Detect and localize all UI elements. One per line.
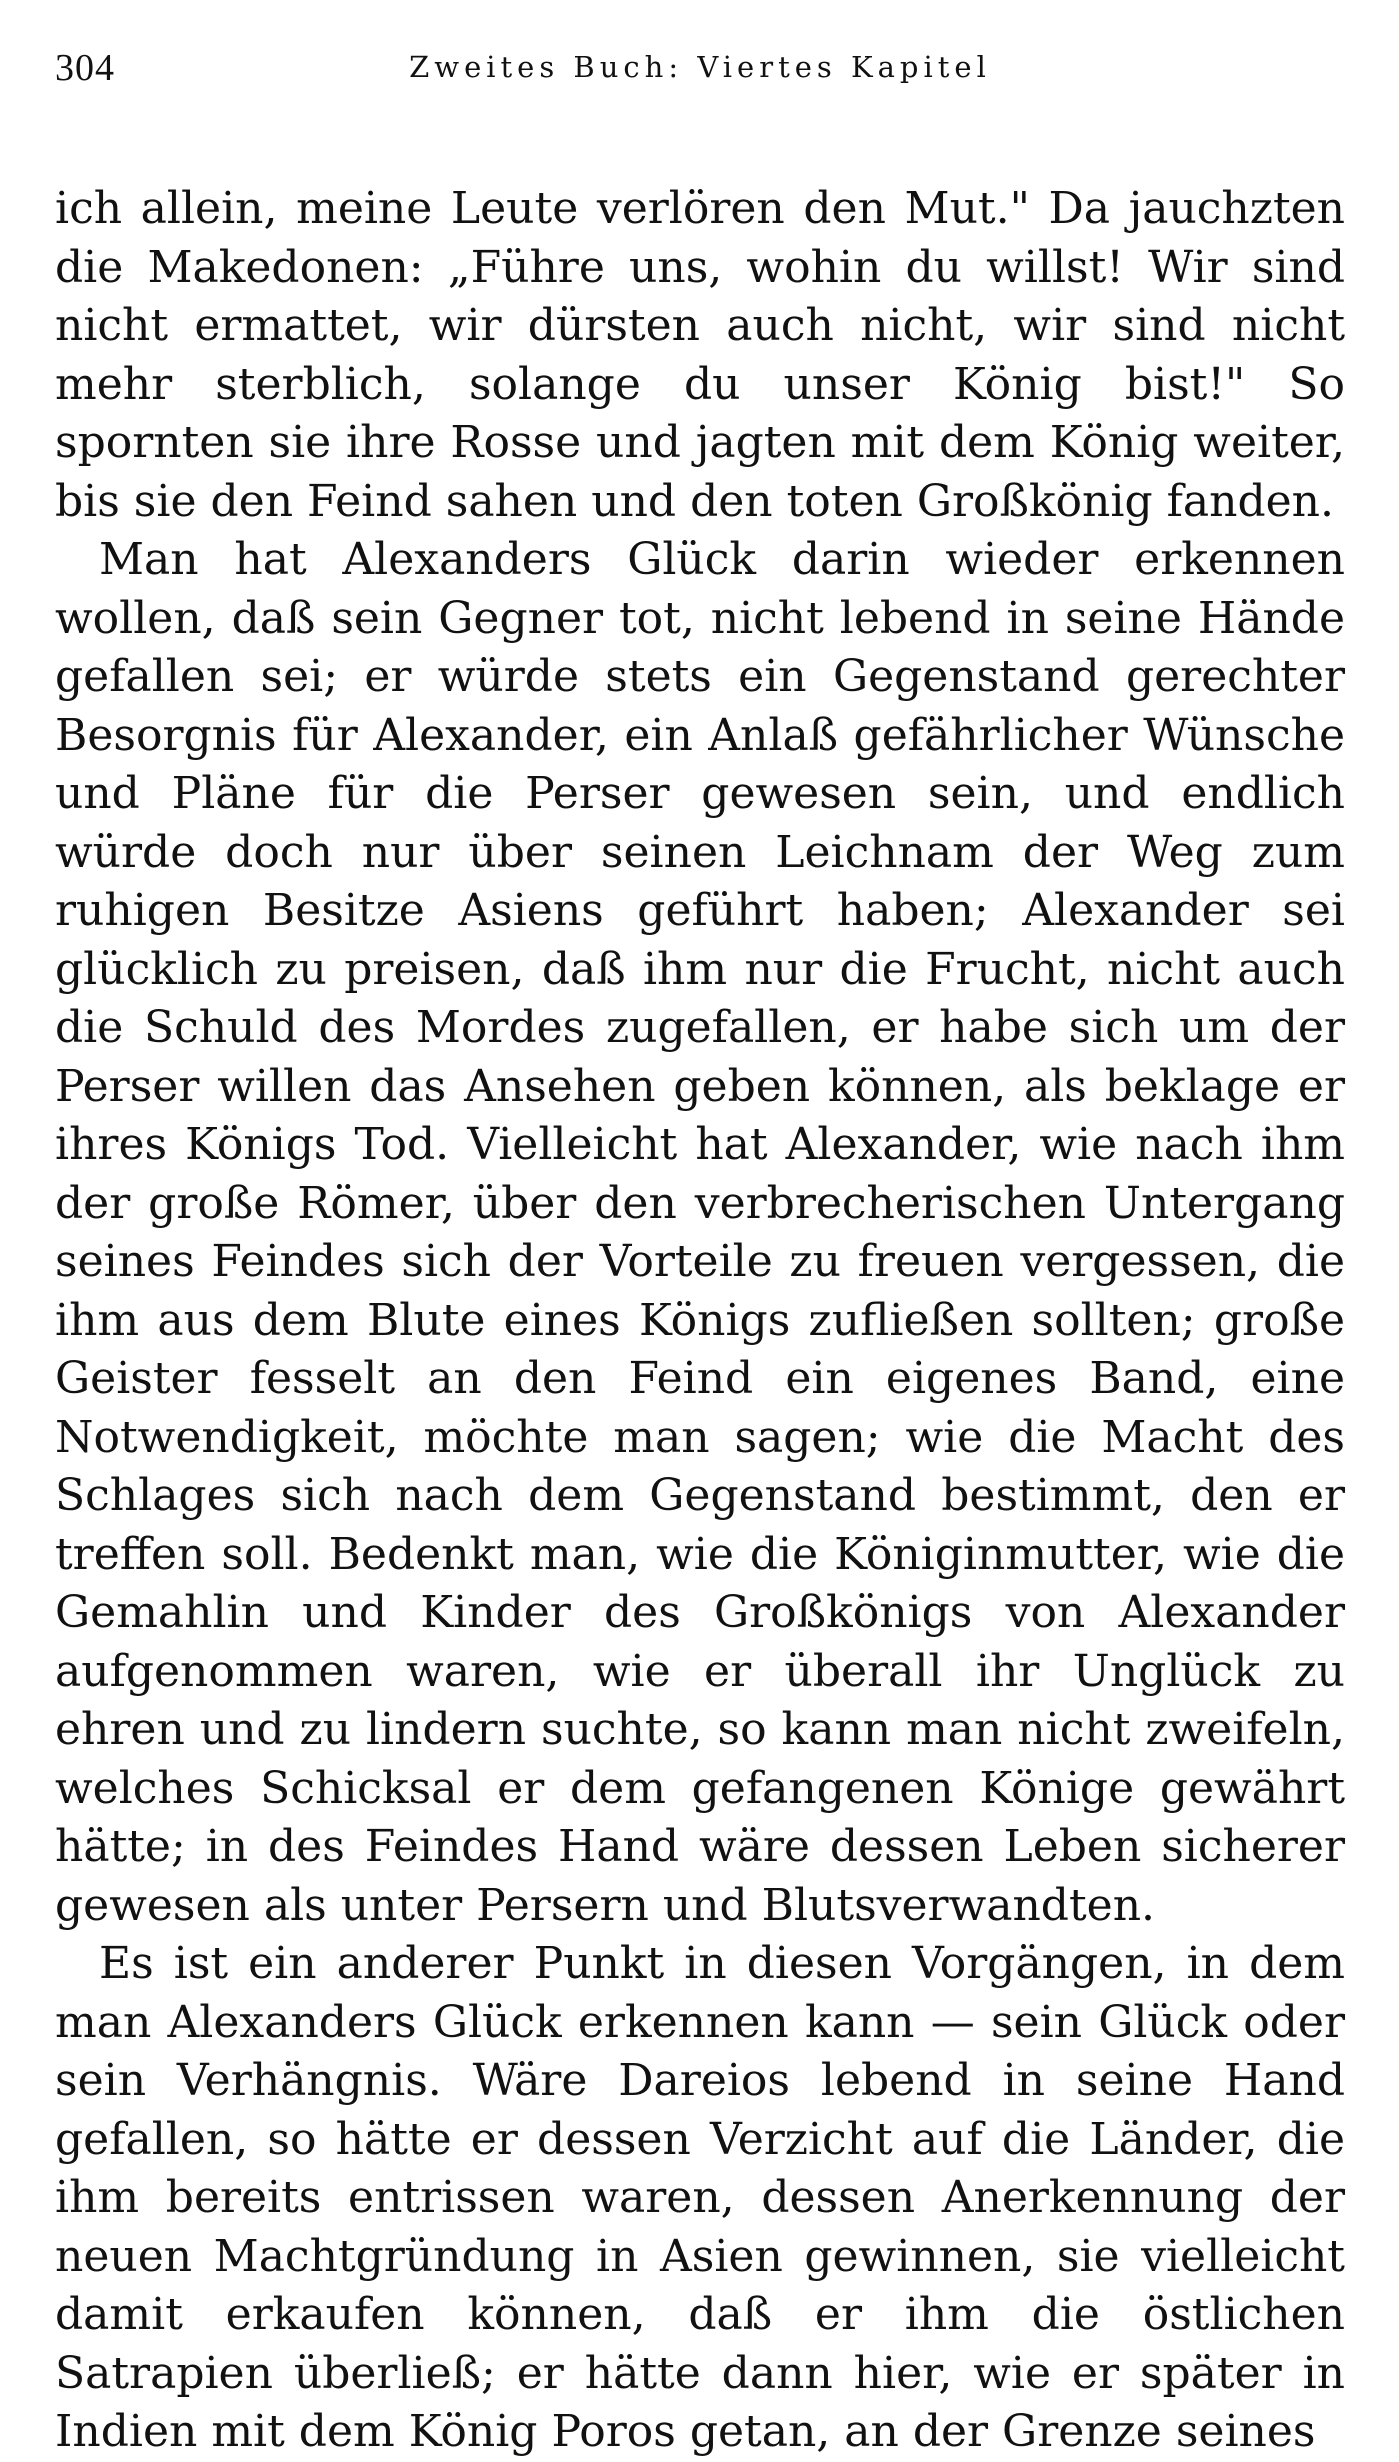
book-page <box>55 40 1345 2457</box>
body-text <box>55 180 1345 2462</box>
page-header <box>55 40 1345 110</box>
paragraph: Man hat Alexanders Glück darin wieder erkennen wollen, daß sein Gegner tot, nicht lebend in seine Hände gefallen sei; er würde stets ein Gegenstand gerechter Besorgnis für Alexander, ein Anlaß gefährlicher Wünsche und Pläne für die Perser gewesen sein, und endlich würde doch nur über seinen Leichnam der Weg zum ruhigen Besitze Asiens geführt haben; Alexander sei glücklich zu preisen, daß ihm nur die Frucht, nicht auch die Schuld des Mordes zugefallen, er habe sich um der Perser willen das Ansehen geben können, als beklage er ihres Königs Tod. Vielleicht hat Alexander, wie nach ihm der große Römer, über den verbrecherischen Untergang seines Feindes sich der Vorteile zu freuen vergessen, die ihm aus dem Blute eines Königs zufließen sollten; große Geister fesselt an den Feind ein eigenes Band, eine Notwendigkeit, möchte man sagen; wie die Macht des Schlages sich nach dem Gegenstand bestimmt, den er treffen soll. Bedenkt man, wie die Königinmutter, wie die Gemahlin und Kinder des Großkönigs von Alexander aufgenommen waren, wie er überall ihr Unglück zu ehren und zu lindern suchte, so kann man nicht zweifeln, welches Schicksal er dem gefangenen Könige gewährt hätte; in des Feindes Hand wäre dessen Leben sicherer gewesen als unter Persern und Blutsverwandten. <box>55 534 1345 1931</box>
running-head: Zweites Buch: Viertes Kapitel <box>409 50 991 84</box>
paragraph: Es ist ein anderer Punkt in diesen Vorgängen, in dem man Alexanders Glück erkennen kann — sein Glück oder sein Verhängnis. Wäre Dareios lebend in seine Hand gefallen, so hätte er dessen Verzicht auf die Länder, die ihm bereits entrissen waren, dessen Anerkennung der neuen Machtgründung in Asien gewinnen, sie vielleicht damit erkaufen können, daß er ihm die östlichen Satrapien überließ; er hätte dann hier, wie er später in Indien mit dem König Poros getan, an der Grenze seines <box>55 1938 1345 2457</box>
paragraph-continuation: ich allein, meine Leute verlören den Mut." Da jauchzten die Makedonen: „Führe uns, wohin du willst! Wir sind nicht ermattet, wir dürsten auch nicht, wir sind nicht mehr sterblich, solange du unser König bist!" So spornten sie ihre Rosse und jagten mit dem König weiter, bis sie den Feind sahen und den toten Großkönig fanden. <box>55 183 1345 527</box>
page-number: 304 <box>55 47 115 89</box>
